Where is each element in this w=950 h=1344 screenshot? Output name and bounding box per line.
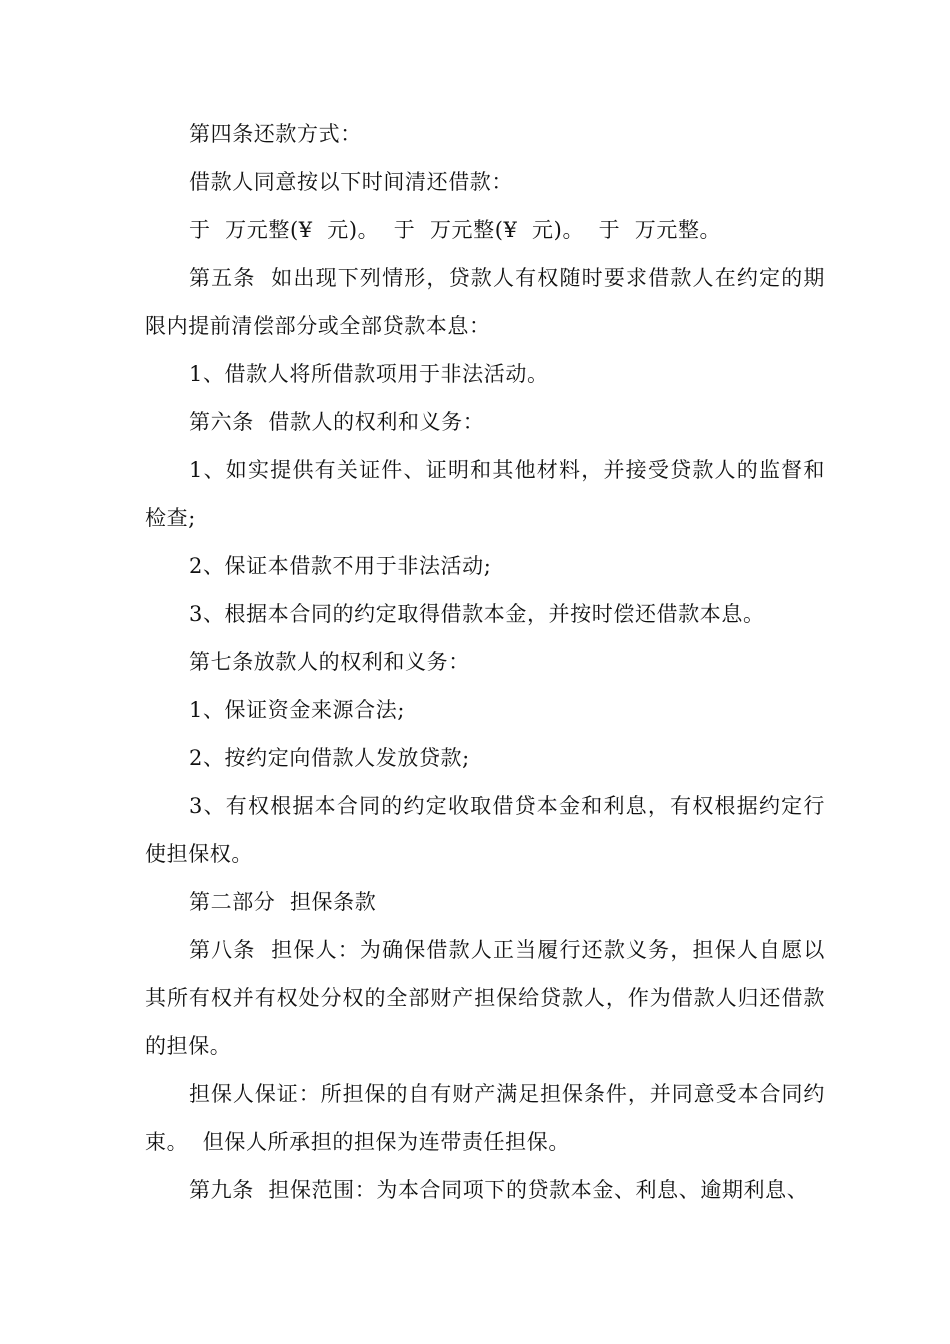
paragraph-article-7-item-1: 1、保证资金来源合法; [189,698,406,722]
paragraph-repayment-schedule-intro: 借款人同意按以下时间清还借款： [189,170,513,194]
paragraph-repayment-amounts: 于 万元整(¥ 元)。 于 万元整(¥ 元)。 于 万元整。 [189,218,722,242]
paragraph-article-6-title: 第六条 借款人的权利和义务： [189,410,485,434]
paragraph-article-8: 第八条 担保人：为确保借款人正当履行还款义务，担保人自愿以其所有权并有权处分权的全部财产担保给贷款人，作为借款人归还借款的担保。 [145,938,825,1058]
paragraph-article-7-item-3: 3、有权根据本合同的约定收取借贷本金和利息，有权根据约定行使担保权。 [145,794,825,866]
paragraph-article-9: 第九条 担保范围：为本合同项下的贷款本金、利息、逾期利息、 [189,1178,809,1202]
paragraph-article-7-item-2: 2、按约定向借款人发放贷款; [189,746,470,770]
paragraph-part-2-heading: 第二部分 担保条款 [189,890,377,914]
paragraph-article-4-title: 第四条还款方式： [189,122,362,146]
paragraph-article-6-item-2: 2、保证本借款不用于非法活动; [189,554,492,578]
paragraph-article-6-item-1: 1、如实提供有关证件、证明和其他材料，并接受贷款人的监督和检查; [145,458,825,530]
paragraph-article-7-title: 第七条放款人的权利和义务： [189,650,470,674]
paragraph-article-5: 第五条 如出现下列情形，贷款人有权随时要求借款人在约定的期限内提前清偿部分或全部贷款本息： [145,266,825,338]
paragraph-article-6-item-3: 3、根据本合同的约定取得借款本金，并按时偿还借款本息。 [189,602,765,626]
document-body [145,110,825,1214]
paragraph-article-5-item-1: 1、借款人将所借款项用于非法活动。 [189,362,549,386]
paragraph-guarantor-assurance: 担保人保证：所担保的自有财产满足担保条件，并同意受本合同约束。 但保人所承担的担保为连带责任担保。 [145,1082,825,1154]
